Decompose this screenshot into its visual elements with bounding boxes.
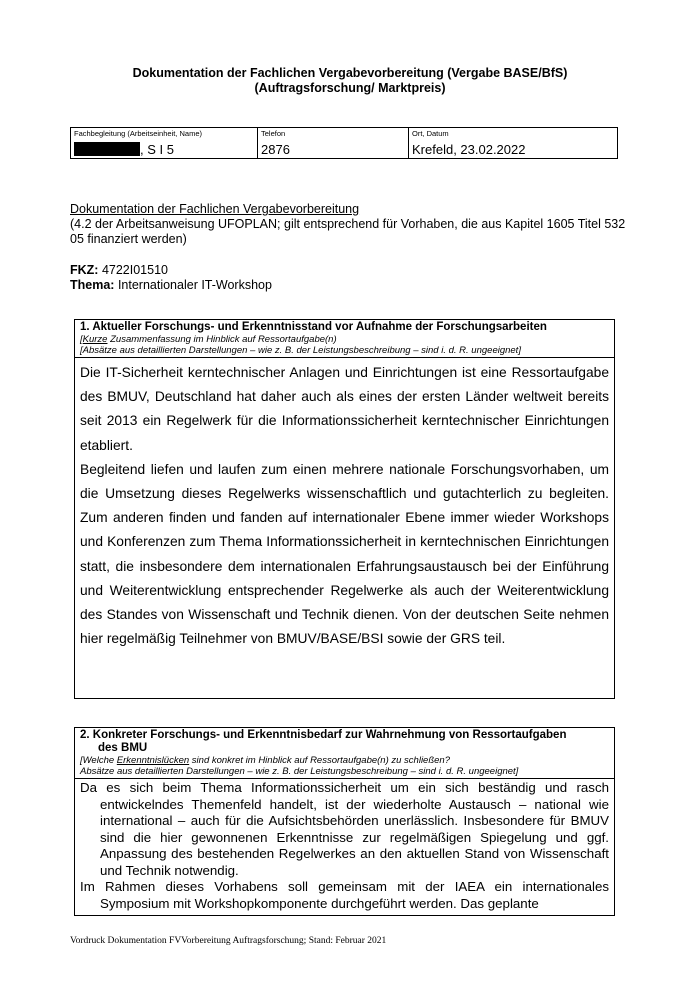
place-date-value: Krefeld, 23.02.2022 <box>412 142 526 157</box>
redaction-bar <box>74 142 140 156</box>
supervisor-cell <box>71 128 258 158</box>
supervisor-value: , S I 5 <box>74 142 174 157</box>
fkz-value: 4722I01510 <box>101 263 168 277</box>
title-line-2: (Auftragsforschung/ Marktpreis) <box>254 81 446 95</box>
phone-label: Telefon <box>261 129 286 138</box>
title-line-1: Dokumentation der Fachlichen Vergabevorbereitung (Vergabe BASE/BfS) <box>132 66 568 80</box>
section-2-heading: 2. Konkreter Forschungs- und Erkenntnisbedarf zur Wahrnehmung von Ressortaufgaben des BMU <box>80 729 567 754</box>
section-2-note-1: [Welche Erkenntnislücken sind konkret im Hinblick auf Ressortaufgabe(n) zu schließen? <box>80 755 450 766</box>
fkz-line: FKZ: 4722I01510 <box>70 263 168 277</box>
section-1-paragraph-2: Begleitend liefen und laufen zum einen mehrere nationale Forschungsvorhaben, um die Umsetzung dieses Regelwerks wissenschaftlich und gutachterlich zu begleiten. Zum anderen finden und fanden auf internationaler Ebene immer wieder Workshops und Konferenzen zum Thema Informationssicherheit in kerntechnischen Einrichtungen statt, die insbesondere dem internationalen Erfahrungsaustausch bei der Einführung und Weiterentwicklung entsprechender Regelwerke als auch der Weiterentwicklung des Standes von Wissenschaft und Technik dienen. Von der deutschen Seite nehmen hier regelmäßig Teilnehmer von BMUV/BASE/BSI sowie der GRS teil. <box>80 461 609 647</box>
section-1-header <box>75 320 614 358</box>
section-2-paragraph-1: Da es sich beim Thema Informationssicherheit um ein sich beständig und rasch entwickelndes Themenfeld handelt, ist der wiederholte Austausch – national wie international – auch für die Aufsichtsbehörden unerlässlich. Insbesondere für BMUV sind die hier gewonnenen Erkenntnisse zur regelmäßigen Spiegelung und ggf. Anpassung des bestehenden Regelwerkes an den aktuellen Stand von Wissenschaft und Technik notwendig. <box>80 780 609 878</box>
document-title <box>0 66 700 96</box>
section-2-body <box>75 779 614 912</box>
section-2-paragraph-2: Im Rahmen dieses Vorhabens soll gemeinsam mit der IAEA ein internationales Symposium mit Workshopkomponente durchgeführt werden. Das geplante <box>80 879 609 911</box>
place-date-cell <box>409 128 617 158</box>
phone-value: 2876 <box>261 142 290 157</box>
section-2-box <box>74 727 615 916</box>
supervisor-label: Fachbegleitung (Arbeitseinheit, Name) <box>74 129 202 138</box>
doc-heading-subtitle: (4.2 der Arbeitsanweisung UFOPLAN; gilt entsprechend für Vorhaben, die aus Kapitel 1605 Titel 532 05 finanziert werden) <box>70 217 626 246</box>
section-1-note-2: [Absätze aus detaillierten Darstellungen – wie z. B. der Leistungsbeschreibung – sind i. d. R. ungeeignet] <box>80 345 521 356</box>
section-1-heading: 1. Aktueller Forschungs- und Erkenntnisstand vor Aufnahme der Forschungsarbeiten <box>80 321 547 333</box>
footer: Vordruck Dokumentation FVVorbereitung Auftragsforschung; Stand: Februar 2021 <box>70 936 387 946</box>
phone-cell <box>258 128 409 158</box>
section-2-header <box>75 728 614 779</box>
meta-block <box>70 263 272 293</box>
section-2-note-2: Absätze aus detaillierten Darstellungen – wie z. B. der Leistungsbeschreibung – sind i. d. R. ungeeignet] <box>80 766 519 777</box>
section-1-body <box>75 358 614 651</box>
info-table <box>70 127 618 159</box>
doc-heading <box>70 202 630 247</box>
thema-value: Internationaler IT-Workshop <box>117 278 272 292</box>
doc-heading-title: Dokumentation der Fachlichen Vergabevorbereitung <box>70 202 360 216</box>
section-1-note-1: [Kurze Zusammenfassung im Hinblick auf Ressortaufgabe(n) <box>80 334 337 345</box>
section-1-box <box>74 319 615 699</box>
section-1-paragraph-1: Die IT-Sicherheit kerntechnischer Anlagen und Einrichtungen ist eine Ressortaufgabe des BMUV, Deutschland hat daher auch als eines der ersten Länder weltweit bereits seit 2013 ein Regelwerk für die Informationssicherheit kerntechnischer Einrichtungen etabliert. <box>80 365 609 453</box>
place-date-label: Ort, Datum <box>412 129 449 138</box>
thema-line: Thema: Internationaler IT-Workshop <box>70 278 272 292</box>
